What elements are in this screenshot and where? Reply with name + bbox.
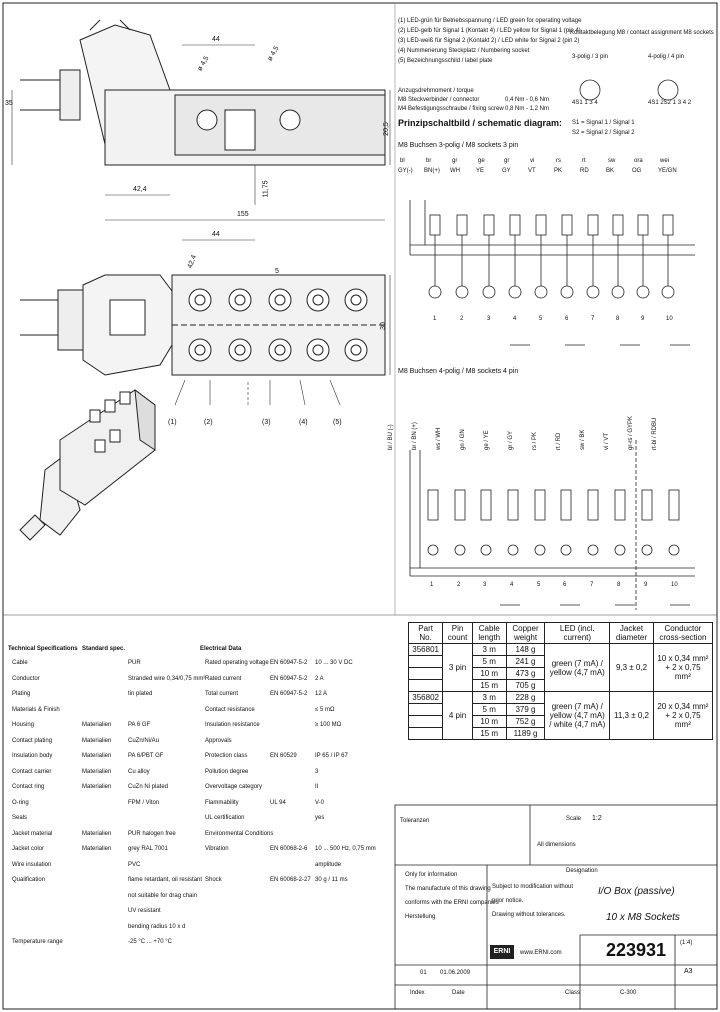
callout-2: (2): [204, 419, 213, 426]
spec-standard: Materialien: [82, 722, 112, 728]
spec-label: Insulation resistance: [205, 722, 260, 728]
socket-number: 9: [644, 582, 648, 588]
jacket-diameter: 11,3 ± 0,2: [610, 692, 654, 740]
spec-label: Contact plating: [12, 737, 53, 744]
spec-value: Cu alloy: [128, 768, 150, 775]
wire-label: gr / GY: [508, 430, 514, 450]
part-no: 356802: [409, 692, 443, 704]
copper-weight: 148 g: [506, 644, 545, 656]
cable-length: 3 m: [472, 692, 506, 704]
spec-label: Rated current: [205, 675, 242, 682]
socket-number: 3: [483, 582, 487, 588]
spec-standard: EN 60068-2-6: [270, 846, 308, 852]
spec-value: UV resistant: [128, 908, 161, 914]
tb-scale: 1:2: [592, 815, 602, 822]
wire-label: gr-rs / GYPK: [628, 415, 634, 450]
spec-col2: Standard spec.: [82, 646, 126, 652]
torque-1: M8 Steckverbinder / connector: [398, 97, 480, 103]
socket-number: 1: [433, 316, 437, 322]
table-row: [409, 644, 713, 656]
pin4-label: 4-polig / 4 pin: [648, 54, 685, 60]
tb-scale-label: Scale: [566, 816, 582, 822]
wire-label: ge / YE: [484, 430, 490, 450]
tb-index: 01: [420, 970, 427, 976]
copper-weight: 228 g: [506, 692, 545, 704]
note-5: (5) Bezeichnungsschild / label plate: [398, 58, 493, 64]
spec-label: Overvoltage category: [205, 784, 263, 790]
wire-label: ws / WH: [436, 427, 442, 450]
spec-col1: Technical Specifications: [8, 646, 78, 652]
spec-standard: EN 60947-5-2: [270, 660, 308, 666]
pin-count: 4 pin: [443, 692, 473, 740]
copper-weight: 379 g: [506, 704, 545, 716]
dim-d45b: ø 4,5: [266, 45, 281, 63]
tb-rev: (1:4): [680, 940, 693, 946]
signal-note-1: S1 = Signal 1 / Signal 1: [572, 120, 635, 126]
callout-5: (5): [333, 419, 342, 426]
spec-label: Temperature range: [12, 939, 63, 945]
cable-length: 3 m: [472, 644, 506, 656]
tb-date-label: Date: [452, 990, 465, 996]
socket-number: 10: [666, 316, 673, 322]
spec-value: bending radius 10 x d: [128, 923, 186, 930]
callout-1: (1): [168, 419, 177, 426]
spec-value: amplitude: [315, 861, 342, 868]
tb-general: All dimensions: [537, 842, 576, 848]
tb-date: 01.06.2009: [440, 970, 471, 976]
tb-note1: Only for information: [405, 872, 458, 878]
socket-number: 7: [591, 316, 595, 322]
spec-standard: EN 60068-2-27: [270, 877, 311, 883]
wire-label: gn / GN: [460, 429, 466, 450]
spec-value: PUR halogen free: [128, 830, 176, 837]
note-4: (4) Nummerierung Steckplatz / Numbering socket: [398, 48, 530, 54]
pin-count: 3 pin: [443, 644, 473, 692]
copper-weight: 752 g: [506, 716, 545, 728]
tb-subject2: prior notice.: [492, 898, 524, 904]
socket-number: 2: [460, 316, 464, 322]
socket-number: 3: [487, 316, 491, 322]
dim-424b: 42,4: [186, 254, 198, 270]
conductor: 10 x 0,34 mm² + 2 x 0,75 mm²: [653, 644, 712, 692]
tb-designation-label: Designation: [566, 868, 598, 874]
wire-code-label: RD: [580, 168, 589, 174]
spec-label: Rated operating voltage: [205, 660, 269, 666]
wire-code-label: GY: [502, 168, 511, 174]
dim-30: 30: [379, 322, 387, 330]
spec-label: Wire insulation: [12, 861, 52, 868]
tb-designation2: 10 x M8 Sockets: [606, 912, 680, 923]
spec-value: PA 6 GF: [128, 722, 151, 728]
spec-value: PA 6/PBT GF: [128, 753, 164, 759]
hdr-weight: Copper weight: [506, 623, 545, 644]
callout-4: (4): [299, 419, 308, 426]
wire-code-label: WH: [450, 168, 460, 174]
copper-weight: 241 g: [506, 656, 545, 668]
socket-number: 4: [510, 582, 514, 588]
spec-standard: EN 60529: [270, 753, 297, 759]
spec-label: Contact resistance: [205, 706, 255, 713]
socket-number: 8: [617, 582, 621, 588]
wire-color-label: rs: [556, 158, 561, 164]
socket-number: 1: [430, 582, 434, 588]
spec-standard: Materialien: [82, 768, 112, 775]
tb-tolerances: Toleranzen: [400, 818, 430, 824]
led-info: green (7 mA) / yellow (4,7 mA): [545, 644, 610, 692]
wire-label: rt / RD: [556, 432, 562, 450]
wire-color-label: gr: [452, 158, 458, 164]
wire-code-label: BK: [606, 168, 615, 174]
spec-value: grey RAL 7001: [128, 846, 168, 852]
wire-color-label: sw: [608, 158, 616, 164]
spec-value: 10 ... 500 Hz, 0,75 mm: [315, 846, 376, 852]
dim-155: 155: [237, 211, 249, 218]
spec-label: Jacket material: [12, 830, 53, 837]
wire-code-label: GY(-): [398, 168, 413, 174]
spec-label: Qualification: [12, 877, 46, 883]
dim-d45a: ø 4,5: [196, 55, 211, 73]
contact-title: Kontaktbelegung M8 / contact assignment M8 sockets: [570, 30, 714, 36]
spec-standard: Materialien: [82, 784, 112, 790]
note-3: (3) LED-weiß für Signal 2 (Kontakt 2) / LED white for Signal 2 (pin 2): [398, 38, 580, 44]
socket-number: 9: [641, 316, 645, 322]
spec-value: V-0: [315, 799, 325, 806]
copper-weight: 705 g: [506, 680, 545, 692]
wire-code-label: YE/GN: [658, 168, 677, 174]
socket-number: 8: [616, 316, 620, 322]
spec-value: 12 A: [315, 691, 328, 697]
spec-label: Materials & Finish: [12, 706, 60, 713]
tb-designation1: I/O Box (passive): [598, 886, 675, 897]
spec-label: Seals: [12, 815, 28, 821]
wire-color-label: wei: [660, 158, 670, 164]
cable-length: 15 m: [472, 728, 506, 740]
wire-color-label: ora: [634, 158, 643, 164]
tb-subject1: Subject to modification without: [492, 884, 574, 890]
cable-length: 5 m: [472, 656, 506, 668]
socket-number: 5: [537, 582, 541, 588]
spec-value: ≥ 100 MΩ: [315, 722, 342, 728]
dim-1175: 11,75: [262, 180, 270, 198]
spec-standard: EN 60947-5-2: [270, 675, 308, 682]
tb-index-label: Index: [410, 990, 425, 996]
spec-label: Flammability: [205, 799, 239, 806]
signal-note-2: S2 = Signal 2 / Signal 2: [572, 130, 635, 136]
torque-1-val: 0,4 Nm - 0,6 Nm: [505, 97, 550, 103]
spec-value: not suitable for drag chain: [128, 892, 198, 899]
spec-label: UL certification: [205, 815, 245, 821]
wire-label: sw / BK: [580, 429, 586, 450]
spec-standard: Materialien: [82, 846, 112, 852]
socket-number: 6: [565, 316, 569, 322]
socket-number: 5: [539, 316, 543, 322]
spec-standard: Materialien: [82, 753, 112, 759]
dim-44b: 44: [212, 231, 220, 238]
spec-label: Pollution degree: [205, 768, 249, 775]
dim-424: 42,4: [133, 186, 147, 193]
schematic-title: Prinzipschaltbild / schematic diagram:: [398, 118, 563, 128]
spec-value: ≤ 5 mΩ: [315, 706, 335, 713]
socket-number: 7: [590, 582, 594, 588]
wire-label: vi / VT: [604, 432, 610, 450]
copper-weight: 1189 g: [506, 728, 545, 740]
wire-color-label: ge: [478, 158, 485, 164]
spec-standard: Materialien: [82, 737, 112, 744]
cable-length: 10 m: [472, 716, 506, 728]
tb-note2: The manufacture of this drawing: [405, 886, 491, 892]
hdr-led: LED (incl. current): [545, 623, 610, 644]
sockets4-title: M8 Buchsen 4-polig / M8 sockets 4 pin: [398, 368, 519, 375]
tb-note4: Herstellung: [405, 914, 436, 920]
torque-2-val: 0,8 Nm - 1,2 Nm: [505, 106, 550, 112]
conductor: 20 x 0,34 mm² + 2 x 0,75 mm²: [653, 692, 712, 740]
spec-value: 10 ... 30 V DC: [315, 660, 353, 666]
wire-color-label: vi: [530, 158, 535, 164]
jacket-diameter: 9,3 ± 0,2: [610, 644, 654, 692]
spec-col3: Electrical Data: [200, 646, 242, 652]
wire-label: rs / PK: [532, 431, 538, 450]
wire-label: bl / BU (-): [388, 424, 394, 450]
tb-web: www.ERNI.com: [520, 950, 562, 956]
spec-label: Total current: [205, 691, 239, 697]
wire-label: rt-bl / RDBU: [652, 417, 658, 450]
spec-standard: EN 60947-5-2: [270, 691, 308, 697]
copper-weight: 473 g: [506, 668, 545, 680]
wire-color-label: gr: [504, 158, 510, 164]
spec-value: -25 °C ... +70 °C: [128, 939, 172, 945]
spec-value: flame retardant, oil resistant: [128, 877, 203, 883]
spec-label: Cable: [12, 660, 28, 666]
spec-label: Contact ring: [12, 784, 45, 790]
hdr-length: Cable length: [472, 623, 506, 644]
note-1: (1) LED-grün für Betriebsspannung / LED green for operating voltage: [398, 18, 582, 24]
tb-class: C-300: [620, 990, 637, 996]
cable-length: 10 m: [472, 668, 506, 680]
spec-value: II: [315, 784, 319, 790]
note-2: (2) LED-gelb für Signal 1 (Kontakt 4) / LED yellow for Signal 1 (pin 4): [398, 28, 581, 34]
wire-code-label: BN(+): [424, 168, 440, 174]
cable-length: 5 m: [472, 704, 506, 716]
spec-label: Protection class: [205, 753, 248, 759]
part-no: 356801: [409, 644, 443, 656]
hdr-conductor: Conductor cross-section: [653, 623, 712, 644]
erni-logo: ERNI: [490, 945, 514, 959]
wire-color-label: br: [426, 158, 432, 164]
table-row: [409, 692, 713, 704]
spec-label: Plating: [12, 691, 31, 697]
socket-number: 10: [671, 582, 678, 588]
spec-value: IP 65 / IP 67: [315, 753, 348, 759]
torque-2: M4 Befestigungsschraube / fixing screw: [398, 106, 504, 112]
spec-label: Approvals: [205, 737, 232, 744]
callout-3: (3): [262, 419, 271, 426]
spec-standard: Materialien: [82, 830, 112, 837]
wire-color-label: rt: [582, 158, 586, 164]
hdr-jacket: Jacket diameter: [610, 623, 654, 644]
dim-44: 44: [212, 36, 220, 43]
wire-code-label: PK: [554, 168, 563, 174]
hdr-partno: Part No.: [409, 623, 443, 644]
sockets3-title: M8 Buchsen 3-polig / M8 sockets 3 pin: [398, 142, 519, 149]
spec-label: Jacket color: [12, 846, 45, 852]
socket-number: 6: [563, 582, 567, 588]
tb-number: 223931: [606, 940, 667, 960]
spec-value: Stranded wire 0,34/0,75 mm²: [128, 675, 206, 682]
spec-value: PUR: [128, 660, 141, 666]
spec-value: 3: [315, 768, 319, 775]
tb-class-label: Class: [565, 990, 581, 996]
spec-value: FPM / Viton: [128, 799, 160, 806]
spec-label: Vibration: [205, 846, 229, 852]
wire-color-label: bl: [400, 158, 405, 164]
spec-label: Shock: [205, 877, 222, 883]
spec-standard: UL 94: [270, 799, 286, 806]
spec-value: 2 A: [315, 675, 324, 682]
spec-value: PVC: [128, 861, 141, 868]
cable-length: 15 m: [472, 680, 506, 692]
spec-value: tin plated: [128, 691, 153, 697]
dim-5: 5: [275, 268, 279, 275]
spec-value: 30 g / 11 ms: [315, 877, 348, 883]
tb-note3: conforms with the ERNI companies: [405, 900, 499, 906]
spec-label: Housing: [12, 722, 35, 728]
wire-code-label: OG: [632, 168, 642, 174]
wire-code-label: VT: [528, 168, 536, 174]
spec-label: Contact carrier: [12, 768, 52, 775]
pin4-pins: 4S1 2S2 1 3 4 2: [648, 100, 692, 106]
spec-label: O-ring: [12, 799, 29, 806]
spec-label: Conductor: [12, 675, 40, 682]
spec-value: yes: [315, 815, 325, 821]
spec-label: Environmental Conditions: [205, 830, 274, 837]
dim-205: 20,5: [382, 122, 390, 136]
tb-size: A3: [684, 968, 693, 975]
spec-value: CuZn/Ni/Au: [128, 737, 160, 744]
wire-code-label: YE: [476, 168, 485, 174]
wire-label: br / BN (+): [412, 422, 418, 450]
torque-title: Anzugsdrehmoment / torque: [398, 88, 474, 94]
parts-table: [408, 622, 713, 740]
dim-35: 35: [5, 100, 13, 107]
socket-number: 2: [457, 582, 461, 588]
led-info: green (7 mA) / yellow (4,7 mA) / white (4,7 mA): [545, 692, 610, 740]
pin3-pins: 4S1 1 3 4: [572, 100, 598, 106]
tb-subject3: Drawing without tolerances.: [492, 912, 566, 918]
spec-value: CuZn Ni plated: [128, 784, 169, 790]
socket-number: 4: [513, 316, 517, 322]
pin3-label: 3-polig / 3 pin: [572, 54, 609, 60]
hdr-pins: Pin count: [443, 623, 473, 644]
spec-label: Insulation body: [12, 753, 53, 759]
